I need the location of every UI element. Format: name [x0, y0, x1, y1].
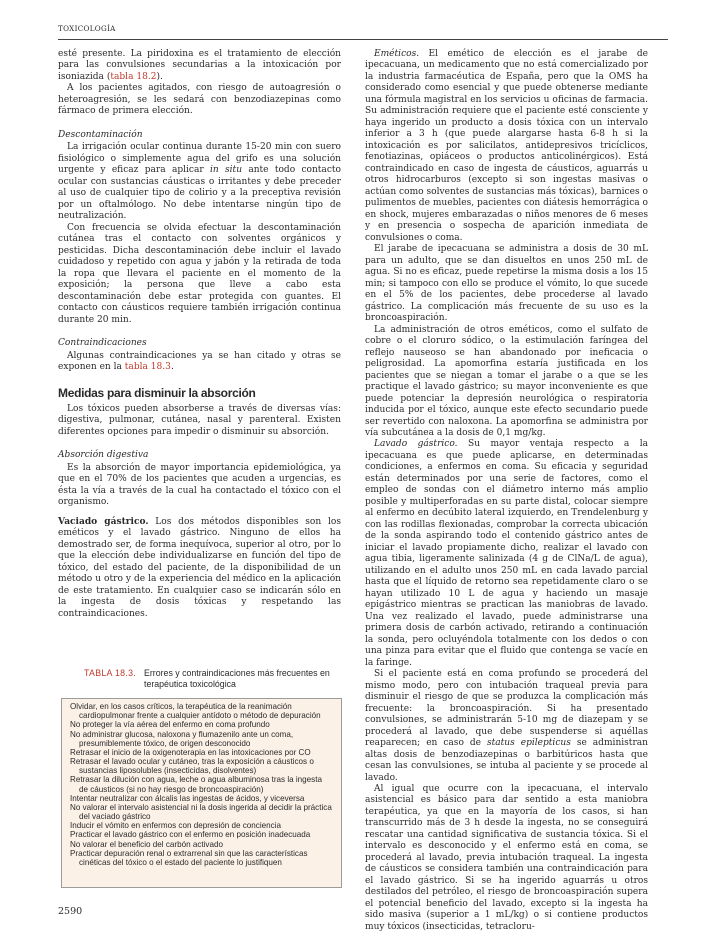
header-rule	[58, 39, 668, 40]
subsection-title: Absorción digestiva	[58, 450, 149, 461]
table-row: Inducir el vómito en enfermos con depresión de conciencia	[70, 821, 282, 831]
paragraph: La administración de otros eméticos, como el sulfato de cobre o el cloruro sódico, o la estimulación faríngea del reflejo nauseoso se han abandonado por ineficacia o peligrosidad. La apomorfina estaría justificada en los pacientes que se niegan a tomar el jarabe o a que se les practique el lavado gástrico; su mayor inconveniente es que puede potenciar la depresión neurológica o respiratoria inducida por el tóxico, aunque este efecto secundario puede ser revertido con naloxona. La apomorfina se administra por vía subcutánea a la dosis de 0,1 mg/kg.	[365, 324, 648, 438]
paragraph: A los pacientes agitados, con riesgo de autoagresión o heteroagresión, se les sedará con benzodiazepinas como fármaco de primera elección.	[58, 83, 341, 117]
run-in-heading: Vaciado gástrico.	[58, 516, 149, 527]
paragraph: Los tóxicos pueden absorberse a través de diversas vías: digestiva, pulmonar, cutánea, nasal y parenteral. Existen diferentes opciones para impedir o disminuir su absorción.	[58, 403, 341, 437]
running-header: TOXICOLOGÍA	[58, 24, 116, 33]
paragraph: Si el paciente está en coma profundo se procederá del mismo modo, pero con intubación traqueal previa para disminuir el riesgo de que se produzca la complicación más frecuente: la broncoaspiración. Si ha presentado convulsiones, se administrarán 5-10 mg de diazepam y se procederá al lavado, que debe suspenderse si aquéllas reaparecen; en caso de status epilepticus se administran altas dosis de benzodiazepinas o barbitúricos hasta que cesan las convulsiones, se intuba al paciente y se procede al lavado.	[365, 669, 648, 783]
paragraph: Con frecuencia se olvida efectuar la descontaminación cutánea tras el contacto con solventes orgánicos y pesticidas. Dicha descontaminación debe incluir el lavado cuidadoso y repetido con agua y jabón y la retirada de toda la ropa que llevara el paciente en el momento de la exposición; la persona que lleve a cabo esta descontaminación debe estar protegida con guantes. El contacto con cáusticos requiere también irrigación continua durante 20 min.	[58, 222, 341, 325]
paragraph: El jarabe de ipecacuana se administra a dosis de 30 mL para un adulto, que se dan disueltos en unos 250 mL de agua. Si no es eficaz, puede repetirse la misma dosis a los 15 min; si tampoco con ello se produce el vómito, lo que sucede en el 5% de los pacientes, debe procederse al lavado gástrico. La complicación más frecuente de su uso es la broncoaspiración.	[365, 244, 648, 324]
errors-table	[61, 698, 342, 888]
table-link[interactable]: tabla 18.3	[124, 362, 171, 373]
left-column	[58, 49, 341, 620]
table-caption: Errores y contraindicaciones más frecuentes en terapéutica toxicológica	[144, 668, 330, 689]
page-number: 2590	[58, 906, 83, 917]
table-row: Retrasar la dilución con agua, leche o agua albuminosa tras la ingesta de cáusticos (si no hay riesgo de broncoaspiración)	[70, 775, 322, 794]
paragraph: La irrigación ocular continua durante 15-20 min con suero fisiológico o simplemente agua del grifo es una solución urgente y eficaz para aplicar in situ ante todo contacto ocular con sustancias cáusticas o irritantes y debe preceder al uso de cualquier tipo de colirio y a la preceptiva revisión por un oftalmólogo. No debe intentarse ningún tipo de neutralización.	[58, 142, 341, 222]
table-link[interactable]: tabla 18.2	[110, 71, 157, 82]
paragraph: esté presente. La piridoxina es el tratamiento de elección para las convulsiones secundarias a la intoxicación por isoniazida (tabla 18.2).	[58, 49, 341, 82]
table-title	[84, 668, 344, 689]
table-row: Olvidar, en los casos críticos, la terapéutica de la reanimación cardiopulmonar frente a cualquier antídoto o método de depuración	[70, 702, 321, 721]
table-number: TABLA 18.3.	[84, 668, 137, 678]
table-row: Practicar el lavado gástrico con el enfermo en posición inadecuada	[70, 830, 311, 840]
section-title: Medidas para disminuir la absorción	[58, 385, 256, 400]
table-row: Practicar depuración renal o extrarrenal sin que las características cinéticas del tóxico o el estado del paciente lo justifiquen	[70, 848, 308, 867]
table-row: No valorar el intervalo asistencial ni la dosis ingerida al decidir la práctica del vaciado gástrico	[70, 802, 332, 822]
subsection-title: Descontaminación	[58, 129, 143, 140]
paragraph: Algunas contraindicaciones ya se han citado y otras se exponen en la tabla 18.3.	[58, 350, 341, 373]
table-row: No proteger la vía aérea del enfermo en coma profundo	[70, 720, 270, 730]
table-row: Retrasar el lavado ocular y cutáneo, tras la exposición a cáusticos o sustancias liposolubles (insecticidas, disolventes)	[70, 757, 314, 776]
right-column	[365, 49, 648, 933]
paragraph: Al igual que ocurre con la ipecacuana, el intervalo asistencial es básico para dar sentido a esta maniobra terapéutica, ya que en la mayoría de los casos, si han transcurrido más de 3 h desde la ingesta, no se conseguirá rescatar una cantidad significativa de sustancia tóxica. Si el intervalo es desconocido y el enfermo está en coma, se procederá al lavado, previa intubación traqueal. La ingesta de cáusticos se considera también una contraindicación para el lavado gástrico. Si se ha ingerido aguarrás u otros destilados del petróleo, el riesgo de broncoaspiración supera el potencial beneficio del lavado, excepto si la ingesta ha sido masiva (superior a 1 mL/kg) o si contiene productos muy tóxicos (insecticidas, tetracloru-	[365, 784, 648, 932]
table-row: Retrasar el inicio de la oxigenoterapia en las intoxicaciones por CO	[70, 747, 311, 757]
paragraph: Eméticos. El emético de elección es el jarabe de ipecacuana, un medicamento que no está comercializado por la industria farmacéutica de España, pero que la OMS ha considerado como esencial y que puede obtenerse mediante una fórmula magistral en los servicios u oficinas de farmacia. Su administración requiere que el paciente esté consciente y haya ingerido un producto a dosis tóxica con un intervalo inferior a 3 h (que puede alargarse hasta 6-8 h si la intoxicación es por salicilatos, antidepresivos tricíclicos, fenotiazinas, opiáceos o productos anticolinérgicos). Está contraindicado en caso de ingesta de cáusticos, aguarrás u otros hidrocarburos (excepto si son ingestas masivas o actúan como solventes de sustancias más tóxicas), barnices o pulimentos de muebles, pacientes con diátesis hemorrágica o en shock, mujeres embarazadas o niños menores de 6 meses y en presencia o sospecha de aparición inmediata de convulsiones o coma.	[365, 49, 648, 243]
subsection-title: Contraindicaciones	[58, 338, 147, 349]
table-row: No administrar glucosa, naloxona y flumazenilo ante un coma, presumiblemente tóxico, de origen desconocido	[70, 729, 294, 748]
paragraph: Lavado gástrico. Su mayor ventaja respecto a la ipecacuana es que puede aplicarse, en determinadas condiciones, a enfermos en coma. Su eficacia y seguridad están determinados por una serie de factores, como el empleo de sondas con el diámetro interno más amplio posible y multiperforadas en su parte distal, colocar siempre al enfermo en decúbito lateral izquierdo, en Trendelenburg y con las rodillas flexionadas, comprobar la correcta ubicación de la sonda aspirando todo el contenido gástrico antes de iniciar el lavado propiamente dicho, realizar el lavado con agua tibia, ligeramente salinizada (4 g de ClNa/L de agua), utilizando en el adulto unos 250 mL en cada lavado parcial hasta que el líquido de retorno sea repetidamente claro o se hayan utilizado 10 L de agua y haciendo un masaje epigástrico mientras se practican las maniobras de lavado. Una vez realizado el lavado, puede administrarse una primera dosis de carbón activado, retirando a continuación la sonda, pero ocluyéndola totalmente con los dedos o con una pinza para evitar que el fluido que contenga se vacíe en la faringe.	[365, 439, 649, 668]
table-row: No valorar el beneficio del carbón activado	[70, 839, 223, 849]
paragraph: Vaciado gástrico. Los dos métodos disponibles son los eméticos y el lavado gástrico. Ninguno de ellos ha demostrado ser, de forma inequívoca, superior al otro, por lo que la elección debe individualizarse en función del tipo de tóxico, del estado del paciente, de la disponibilidad de un método u otro y de la experiencia del médico en la aplicación de este tratamiento. En cualquier caso se indicarán sólo en la ingesta de dosis tóxicas y respetando las contraindicaciones.	[58, 516, 341, 619]
paragraph: Es la absorción de mayor importancia epidemiológica, ya que en el 70% de los pacientes que acuden a urgencias, es ésta la vía a través de la cual ha contactado el tóxico con el organismo.	[58, 462, 341, 508]
table-row: Intentar neutralizar con álcalis las ingestas de ácidos, y viceversa	[70, 793, 305, 803]
